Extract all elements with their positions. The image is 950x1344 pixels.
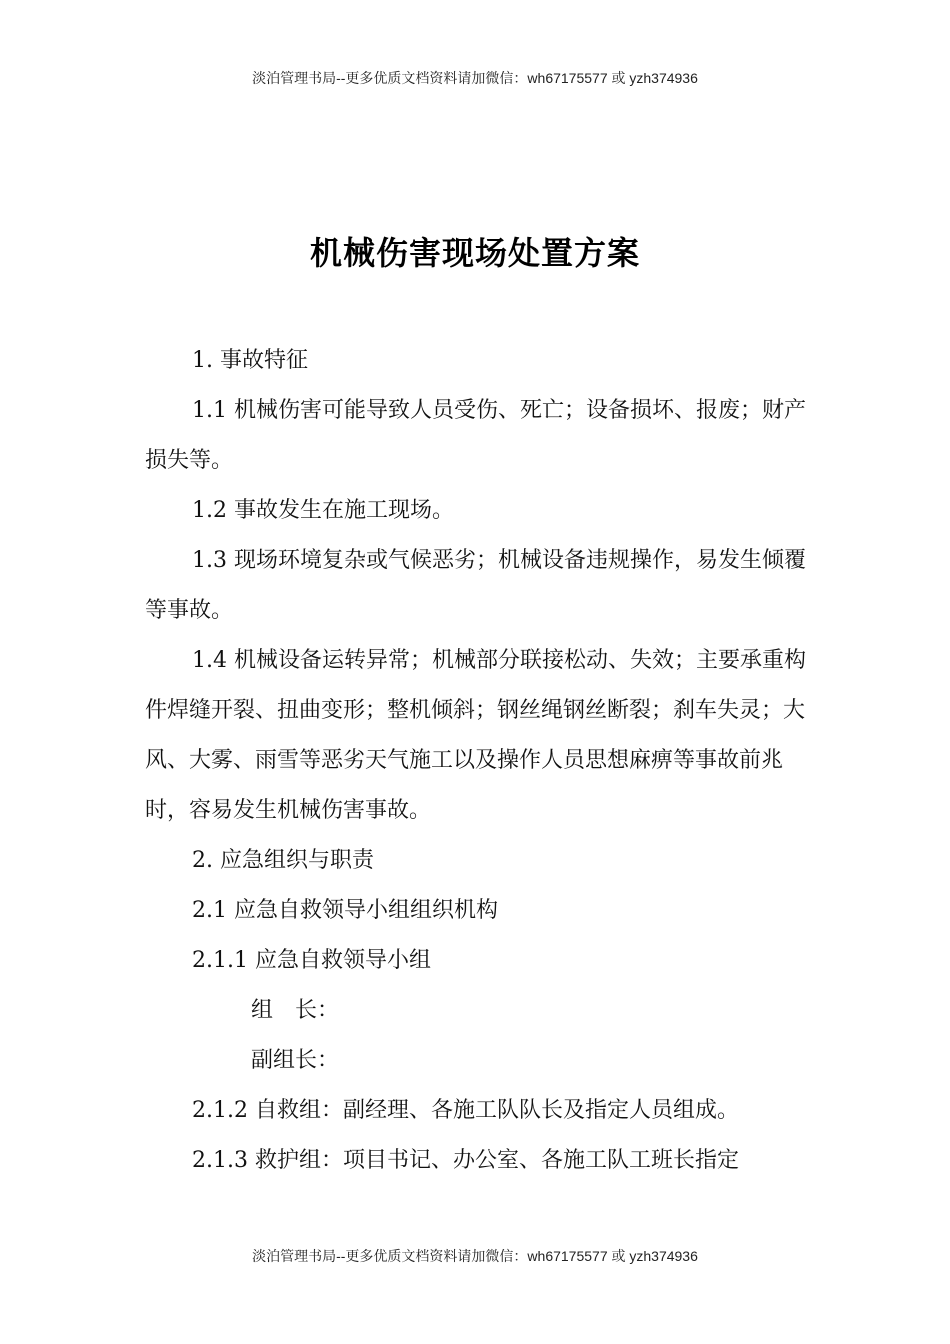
paragraph-1-1: 1.1 机械伤害可能导致人员受伤、死亡；设备损坏、报废；财产损失等。 (145, 398, 806, 473)
paragraph-2-1: 2.1 应急自救领导小组组织机构 (192, 898, 498, 923)
paragraph-2-1-3: 2.1.3 救护组：项目书记、办公室、各施工队工班长指定 (192, 1148, 739, 1173)
paragraph-2-1-2: 2.1.2 自救组：副经理、各施工队队长及指定人员组成。 (192, 1098, 739, 1123)
deputy-leader-line: 副组长： (251, 1048, 340, 1073)
group-leader-line: 组 长： (251, 998, 340, 1023)
paragraph-2-1-1: 2.1.1 应急自救领导小组 (192, 948, 431, 973)
page-footer: 淡泊管理书局--更多优质文档资料请加微信：wh67175577 或 yzh374936 (252, 1248, 698, 1264)
document-body (145, 336, 820, 1186)
section-heading-1: 1. 事故特征 (192, 348, 308, 373)
document-title: 机械伤害现场处置方案 (309, 234, 640, 272)
paragraph-1-2: 1.2 事故发生在施工现场。 (192, 498, 454, 523)
paragraph-1-4: 1.4 机械设备运转异常；机械部分联接松动、失效；主要承重构件焊缝开裂、扭曲变形；整机倾斜；钢丝绳钢丝断裂；刹车失灵；大风、大雾、雨雪等恶劣天气施工以及操作人员思想麻痹等事故前兆时，容易发生机械伤害事故。 (145, 648, 806, 823)
paragraph-1-3: 1.3 现场环境复杂或气候恶劣；机械设备违规操作，易发生倾覆等事故。 (145, 548, 806, 623)
section-heading-2: 2. 应急组织与职责 (192, 848, 374, 873)
page-header: 淡泊管理书局--更多优质文档资料请加微信：wh67175577 或 yzh374936 (252, 70, 698, 86)
